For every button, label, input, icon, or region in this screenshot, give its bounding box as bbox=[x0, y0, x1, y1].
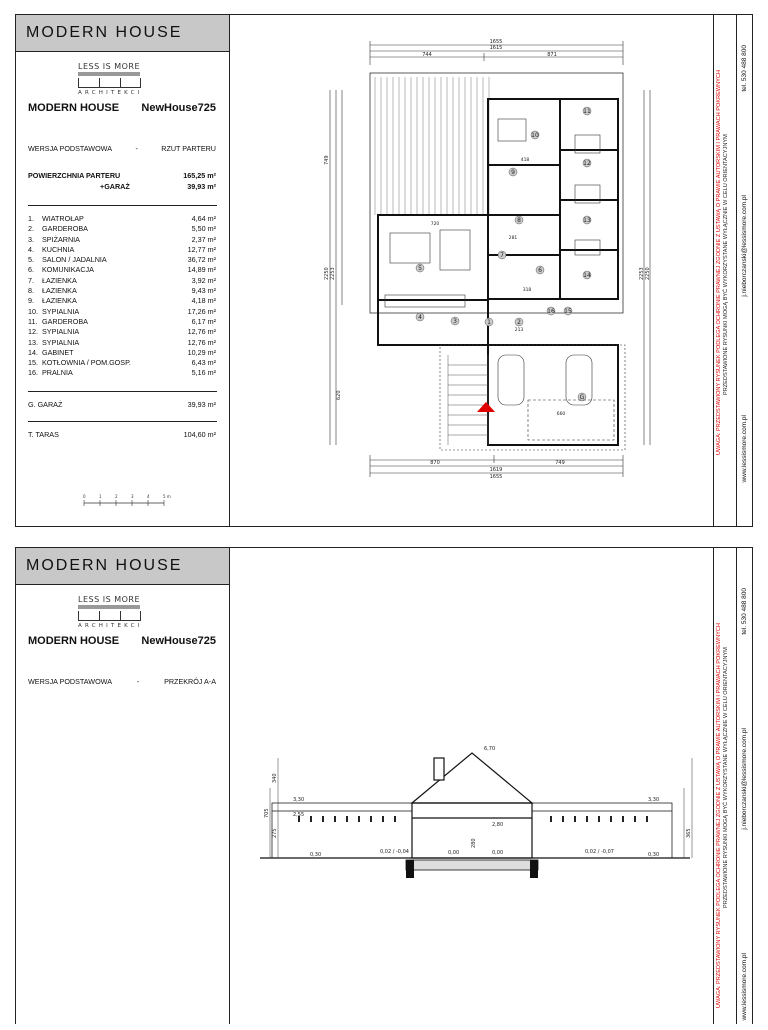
room-label bbox=[28, 224, 88, 233]
floor-plan-drawing bbox=[230, 15, 713, 526]
view-label-2: PRZEKRÓJ A-A bbox=[164, 677, 216, 686]
svg-text:6: 6 bbox=[538, 267, 542, 274]
level-ground-left: 0,30 bbox=[310, 852, 322, 858]
svg-text:14: 14 bbox=[583, 272, 591, 279]
dim-top-3a: 744 bbox=[422, 52, 432, 58]
svg-text:1: 1 bbox=[487, 319, 491, 326]
room-row bbox=[16, 214, 229, 223]
logo-line1-2: LESS IS MORE bbox=[78, 595, 141, 604]
room-name: KUCHNIA bbox=[42, 244, 75, 254]
room-area: 14,89 m² bbox=[187, 265, 216, 275]
version-row bbox=[16, 144, 229, 153]
room-row bbox=[16, 286, 229, 295]
website-2: www.lessismore.com.pl bbox=[741, 953, 748, 1021]
scale-bar bbox=[82, 493, 172, 516]
company-logo-2 bbox=[16, 593, 229, 631]
room-area: 17,26 m² bbox=[187, 306, 216, 316]
sheet-section bbox=[15, 547, 753, 1024]
website: www.lessismore.com.pl bbox=[741, 415, 748, 483]
room-number: 12. bbox=[28, 327, 38, 337]
garage-label: G. GARAŻ bbox=[28, 400, 63, 410]
version-label: WERSJA PODSTAWOWA bbox=[28, 144, 112, 153]
floor-area-row bbox=[16, 171, 229, 180]
room-list bbox=[16, 214, 229, 377]
scale-label: 3 bbox=[131, 494, 134, 499]
room-label bbox=[28, 235, 80, 244]
room-name: ŁAZIENKA bbox=[42, 275, 77, 285]
dim-left-3: 2253 bbox=[330, 267, 336, 280]
dim-bot-3: 1619 bbox=[489, 467, 503, 473]
level-ridge: 6,70 bbox=[484, 746, 496, 752]
dim-top-3b: 871 bbox=[547, 52, 557, 58]
room-area: 12,76 m² bbox=[187, 337, 216, 347]
room-label bbox=[28, 358, 131, 367]
room-row bbox=[16, 245, 229, 254]
svg-text:12: 12 bbox=[583, 160, 591, 167]
project-header bbox=[16, 102, 229, 114]
room-area: 2,37 m² bbox=[191, 234, 216, 244]
project-code-2: NewHouse725 bbox=[141, 635, 216, 647]
brand-title-2: MODERN HOUSE bbox=[26, 557, 183, 574]
dim-right-2: 2250 bbox=[645, 267, 651, 280]
svg-text:5: 5 bbox=[418, 265, 422, 272]
room-area: 12,76 m² bbox=[187, 327, 216, 337]
room-number: 6. bbox=[28, 265, 34, 275]
room-number: 2. bbox=[28, 224, 34, 234]
divider bbox=[28, 421, 217, 422]
room-number: 11. bbox=[28, 316, 38, 326]
room-label bbox=[28, 276, 77, 285]
room-name: WIATROŁAP bbox=[42, 214, 84, 223]
email: j.nieborczanski@lessismore.com.pl bbox=[741, 195, 748, 297]
room-row bbox=[16, 368, 229, 377]
phone-2: tel. 530 488 800 bbox=[741, 588, 748, 635]
room-row bbox=[16, 296, 229, 305]
room-number: 5. bbox=[28, 255, 34, 265]
room-name: KOTŁOWNIA / POM.GOSP. bbox=[42, 358, 131, 368]
level-ground-right: 0,30 bbox=[648, 852, 660, 858]
logo-line2-2: ARCHITEKCI bbox=[78, 623, 143, 627]
room-label bbox=[28, 286, 77, 295]
room-row bbox=[16, 317, 229, 326]
logo-line1: LESS IS MORE bbox=[78, 62, 141, 71]
dim-left-1: 749 bbox=[324, 155, 330, 165]
legal-notice-2: UWAGA: PRZEDSTAWIONY RYSUNEK PODLEGA OCHRONIE PRAWNEJ ZGODNIE Z USTAWĄ O PRAWIE AUTORSKIM I PRAWACH POKREWNYCH bbox=[716, 623, 722, 1008]
dim-bot-4: 1655 bbox=[489, 474, 503, 480]
height-365: 365 bbox=[686, 828, 692, 838]
svg-text:9: 9 bbox=[511, 169, 515, 176]
room-area: 4,64 m² bbox=[191, 214, 216, 223]
svg-text:3: 3 bbox=[453, 318, 457, 325]
room-area: 10,29 m² bbox=[187, 347, 216, 357]
height-280: 280 bbox=[471, 838, 477, 848]
version-label-2: WERSJA PODSTAWOWA bbox=[28, 677, 112, 686]
room-row bbox=[16, 235, 229, 244]
room-label bbox=[28, 255, 107, 264]
room-name: SYPIALNIA bbox=[42, 327, 80, 337]
project-header-2 bbox=[16, 635, 229, 647]
svg-text:4: 4 bbox=[418, 314, 422, 321]
floor-area-value: 165,25 m² bbox=[183, 171, 216, 180]
project-code: NewHouse725 bbox=[141, 102, 216, 114]
scale-label: 5 m bbox=[163, 494, 171, 499]
sheet-floor-plan bbox=[15, 14, 753, 527]
room-row bbox=[16, 348, 229, 357]
usage-notice: PRZEDSTAWIONE RYSUNKI MOGĄ BYĆ WYKORZYSTANE WYŁĄCZNIE W CELU ORIENTACYJNYM bbox=[723, 134, 729, 395]
room-row bbox=[16, 327, 229, 336]
room-number: 14. bbox=[28, 347, 38, 357]
dim-r-281: 281 bbox=[508, 236, 518, 241]
dim-left-2: 2250 bbox=[324, 267, 330, 280]
svg-text:13: 13 bbox=[583, 217, 591, 224]
brand-title: MODERN HOUSE bbox=[26, 24, 183, 41]
svg-text:10: 10 bbox=[531, 132, 539, 139]
svg-text:11: 11 bbox=[583, 108, 591, 115]
view-label: RZUT PARTERU bbox=[161, 144, 216, 153]
room-area: 9,43 m² bbox=[191, 286, 216, 296]
room-area: 12,77 m² bbox=[187, 244, 216, 254]
room-row bbox=[16, 307, 229, 316]
dim-top-2: 1615 bbox=[489, 45, 503, 51]
title-panel-2 bbox=[16, 548, 230, 1024]
room-number: 16. bbox=[28, 368, 38, 378]
dim-bot-2: 749 bbox=[555, 460, 565, 466]
project-name-2: MODERN HOUSE bbox=[28, 635, 120, 647]
divider bbox=[28, 391, 217, 392]
level-step-right: 0,02 / -0,07 bbox=[585, 849, 614, 855]
room-name: SYPIALNIA bbox=[42, 306, 80, 316]
terrace-label: T. TARAS bbox=[28, 430, 59, 440]
level-step-left: 0,02 / -0,04 bbox=[380, 849, 409, 855]
room-number: 1. bbox=[28, 214, 34, 223]
room-row bbox=[16, 358, 229, 367]
phone: tel. 530 488 800 bbox=[741, 45, 748, 92]
title-panel bbox=[16, 15, 230, 526]
room-label bbox=[28, 327, 79, 336]
height-340: 340 bbox=[272, 773, 278, 783]
dim-r-660: 660 bbox=[556, 412, 566, 417]
room-number: 13. bbox=[28, 337, 38, 347]
section-marker bbox=[477, 402, 495, 412]
room-row bbox=[16, 276, 229, 285]
dim-r-418: 418 bbox=[520, 158, 530, 163]
room-label bbox=[28, 214, 84, 223]
height-705: 705 bbox=[264, 808, 270, 818]
room-row bbox=[16, 224, 229, 233]
svg-text:G: G bbox=[579, 394, 585, 401]
room-number: 3. bbox=[28, 234, 34, 244]
svg-text:8: 8 bbox=[517, 217, 521, 224]
room-label bbox=[28, 296, 77, 305]
room-label bbox=[28, 245, 74, 254]
dim-right-1: 2253 bbox=[639, 267, 645, 280]
divider bbox=[28, 205, 217, 206]
room-number: 10. bbox=[28, 306, 38, 316]
garage-area: 39,93 m² bbox=[187, 400, 216, 410]
garage-plus-value: 39,93 m² bbox=[187, 182, 216, 191]
dim-bot-1: 870 bbox=[430, 460, 440, 466]
room-number: 9. bbox=[28, 296, 34, 306]
room-label bbox=[28, 368, 73, 377]
room-name: PRALNIA bbox=[42, 368, 73, 378]
level-floor: 0,00 bbox=[448, 850, 460, 856]
room-number: 8. bbox=[28, 286, 34, 296]
level-floor-2: 0,00 bbox=[492, 850, 504, 856]
garage-plus-label: +GARAŻ bbox=[100, 182, 130, 191]
room-label bbox=[28, 317, 88, 326]
svg-text:7: 7 bbox=[500, 252, 504, 259]
scale-label: 2 bbox=[115, 494, 118, 499]
section-drawing bbox=[230, 548, 713, 1024]
room-area: 5,16 m² bbox=[191, 368, 216, 378]
company-logo bbox=[16, 60, 229, 98]
version-dash-2: - bbox=[136, 677, 140, 686]
terrace-area: 104,60 m² bbox=[183, 430, 216, 440]
room-row bbox=[16, 265, 229, 274]
level-eave-left: 3,30 bbox=[293, 797, 305, 803]
scale-label: 4 bbox=[147, 494, 150, 499]
floor-area-label: POWIERZCHNIA PARTERU bbox=[28, 171, 121, 180]
room-name: ŁAZIENKA bbox=[42, 296, 77, 306]
room-name: ŁAZIENKA bbox=[42, 286, 77, 296]
room-row bbox=[16, 255, 229, 264]
level-mid: 2,80 bbox=[492, 822, 504, 828]
room-name: KOMUNIKACJA bbox=[42, 265, 94, 275]
room-number: 7. bbox=[28, 275, 34, 285]
garage-row bbox=[16, 400, 229, 409]
usage-notice-2: PRZEDSTAWIONE RYSUNKI MOGĄ BYĆ WYKORZYSTANE WYŁĄCZNIE W CELU ORIENTACYJNYM bbox=[723, 647, 729, 908]
logo-line2: ARCHITEKCI bbox=[78, 90, 143, 94]
svg-text:16: 16 bbox=[547, 308, 555, 315]
room-name: SALON / JADALNIA bbox=[42, 255, 107, 265]
dim-r-213: 213 bbox=[514, 328, 524, 333]
project-name: MODERN HOUSE bbox=[28, 102, 120, 114]
room-area: 6,17 m² bbox=[191, 316, 216, 326]
brand-bar bbox=[16, 15, 229, 52]
room-area: 36,72 m² bbox=[187, 255, 216, 265]
height-275: 275 bbox=[272, 828, 278, 838]
dim-left-4: 620 bbox=[336, 390, 342, 400]
room-area: 4,18 m² bbox=[191, 296, 216, 306]
room-label bbox=[28, 348, 74, 357]
room-name: GABINET bbox=[42, 347, 74, 357]
level-eave-right: 3,30 bbox=[648, 797, 660, 803]
room-name: SPIŻARNIA bbox=[42, 234, 80, 244]
scale-label: 0 bbox=[83, 494, 86, 499]
room-label bbox=[28, 307, 79, 316]
room-number: 4. bbox=[28, 244, 34, 254]
dim-r-720: 720 bbox=[430, 222, 440, 227]
version-row-2 bbox=[16, 677, 229, 686]
level-eave-left-2: 2,55 bbox=[293, 812, 305, 818]
side-stamp bbox=[713, 15, 754, 526]
dim-top-1: 1655 bbox=[489, 39, 503, 45]
room-name: SYPIALNIA bbox=[42, 337, 80, 347]
brand-bar-2 bbox=[16, 548, 229, 585]
svg-text:2: 2 bbox=[517, 319, 521, 326]
side-stamp-2 bbox=[713, 548, 754, 1024]
legal-notice: UWAGA: PRZEDSTAWIONY RYSUNEK PODLEGA OCHRONIE PRAWNEJ ZGODNIE Z USTAWĄ O PRAWIE AUTORSKIM I PRAWACH POKREWNYCH bbox=[716, 70, 722, 455]
terrace-row bbox=[16, 430, 229, 439]
room-area: 5,50 m² bbox=[191, 224, 216, 234]
room-area: 6,43 m² bbox=[191, 358, 216, 368]
room-area: 3,92 m² bbox=[191, 275, 216, 285]
room-label bbox=[28, 265, 94, 274]
version-dash: - bbox=[135, 144, 138, 153]
dim-r-318: 318 bbox=[522, 288, 532, 293]
room-row bbox=[16, 338, 229, 347]
garage-plus-row bbox=[16, 182, 229, 191]
room-name: GARDEROBA bbox=[42, 316, 88, 326]
email-2: j.nieborczanski@lessismore.com.pl bbox=[741, 728, 748, 830]
room-number: 15. bbox=[28, 358, 38, 368]
room-label bbox=[28, 338, 79, 347]
room-name: GARDEROBA bbox=[42, 224, 88, 234]
scale-label: 1 bbox=[99, 494, 102, 499]
svg-text:15: 15 bbox=[564, 308, 572, 315]
